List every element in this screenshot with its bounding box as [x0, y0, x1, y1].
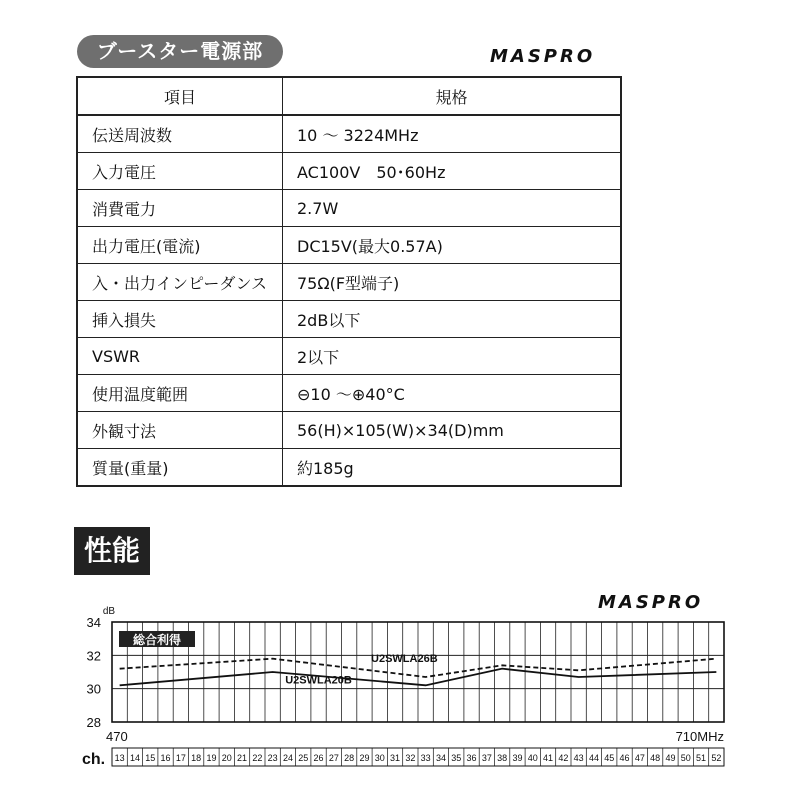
row-value: AC100V 50･60Hz: [283, 153, 622, 190]
table-row: [77, 412, 621, 449]
channel-number: 37: [481, 753, 492, 763]
channel-number: 34: [435, 753, 446, 763]
channel-number: 17: [175, 753, 186, 763]
channel-number: 24: [282, 753, 293, 763]
row-label: 質量(重量): [77, 449, 283, 487]
table-row: [77, 449, 621, 487]
channel-number: 46: [619, 753, 630, 763]
channel-number: 33: [420, 753, 431, 763]
table-row: [77, 301, 621, 338]
row-value: DC15V(最大0.57A): [283, 227, 622, 264]
channel-number: 21: [237, 753, 248, 763]
table-row: [77, 227, 621, 264]
row-value: 2以下: [283, 338, 622, 375]
table-row: [77, 338, 621, 375]
channel-number: 47: [634, 753, 645, 763]
section-title-performance: 性能: [74, 527, 150, 575]
channel-number: 43: [573, 753, 584, 763]
channel-number: 40: [527, 753, 538, 763]
channel-number: 30: [374, 753, 385, 763]
row-value: 約185g: [283, 449, 622, 487]
channel-number: 29: [359, 753, 370, 763]
channel-number: 52: [711, 753, 722, 763]
channel-number: 39: [512, 753, 523, 763]
row-label: 使用温度範囲: [77, 375, 283, 412]
channel-number: 41: [543, 753, 554, 763]
channel-number: 13: [114, 753, 125, 763]
x-start-label: 470: [106, 729, 128, 744]
row-value: 2.7W: [283, 190, 622, 227]
row-label: 伝送周波数: [77, 115, 283, 153]
channel-number: 44: [588, 753, 599, 763]
gain-chart: [0, 590, 800, 800]
row-label: 入力電圧: [77, 153, 283, 190]
series-label-u2swla26b: U2SWLA26B: [371, 653, 438, 665]
section-title-power-unit: ブースター電源部: [77, 35, 283, 68]
channel-number: 15: [145, 753, 156, 763]
channel-number: 25: [298, 753, 309, 763]
channel-number: 45: [604, 753, 615, 763]
channel-number: 38: [497, 753, 508, 763]
y-tick-label: 28: [86, 715, 101, 730]
brand-logo: MASPRO: [490, 46, 596, 67]
y-axis-unit: dB: [102, 606, 116, 617]
channel-number: 51: [696, 753, 707, 763]
row-label: 出力電圧(電流): [77, 227, 283, 264]
channel-number: 19: [206, 753, 217, 763]
row-label: 消費電力: [77, 190, 283, 227]
table-row: [77, 190, 621, 227]
channel-number: 20: [221, 753, 232, 763]
y-tick-label: 32: [86, 648, 101, 664]
channel-number: 35: [451, 753, 462, 763]
table-row: [77, 264, 621, 301]
x-end-label: 710MHz: [675, 729, 724, 744]
row-value: ⊖10 ～⊕40°C: [283, 375, 622, 412]
spec-table: [76, 76, 622, 487]
channel-number: 28: [344, 753, 355, 763]
channel-number: 18: [191, 753, 202, 763]
channel-number: 36: [466, 753, 477, 763]
table-header-row: [77, 77, 621, 115]
channel-label: ch.: [82, 751, 106, 768]
column-header-item: 項目: [77, 77, 283, 115]
channel-number: 23: [267, 753, 278, 763]
channel-number: 14: [129, 753, 140, 763]
row-label: 挿入損失: [77, 301, 283, 338]
row-label: 外観寸法: [77, 412, 283, 449]
channel-number: 27: [328, 753, 339, 763]
channel-number: 48: [650, 753, 661, 763]
channel-number: 26: [313, 753, 324, 763]
column-header-spec: 規格: [283, 77, 622, 115]
row-label: VSWR: [77, 338, 283, 375]
table-row: [77, 153, 621, 190]
channel-number: 49: [665, 753, 676, 763]
channel-number: 16: [160, 753, 171, 763]
channel-number: 32: [405, 753, 416, 763]
channel-number: 50: [680, 753, 691, 763]
badge-label: 総合利得: [132, 633, 182, 647]
row-value: 56(H)×105(W)×34(D)mm: [283, 412, 622, 449]
y-tick-label: 30: [86, 681, 101, 697]
y-tick-label: 34: [86, 615, 101, 630]
table-row: [77, 375, 621, 412]
channel-number: 31: [390, 753, 401, 763]
row-value: 2dB以下: [283, 301, 622, 338]
series-label-u2swla20b: U2SWLA20B: [285, 674, 352, 687]
channel-number: 42: [558, 753, 569, 763]
table-row: [77, 115, 621, 153]
channel-number: 22: [252, 753, 263, 763]
brand-logo-chart: MASPRO: [598, 592, 704, 613]
row-value: 75Ω(F型端子): [283, 264, 622, 301]
row-label: 入・出力インピーダンス: [77, 264, 283, 301]
row-value: 10 ～ 3224MHz: [283, 115, 622, 153]
